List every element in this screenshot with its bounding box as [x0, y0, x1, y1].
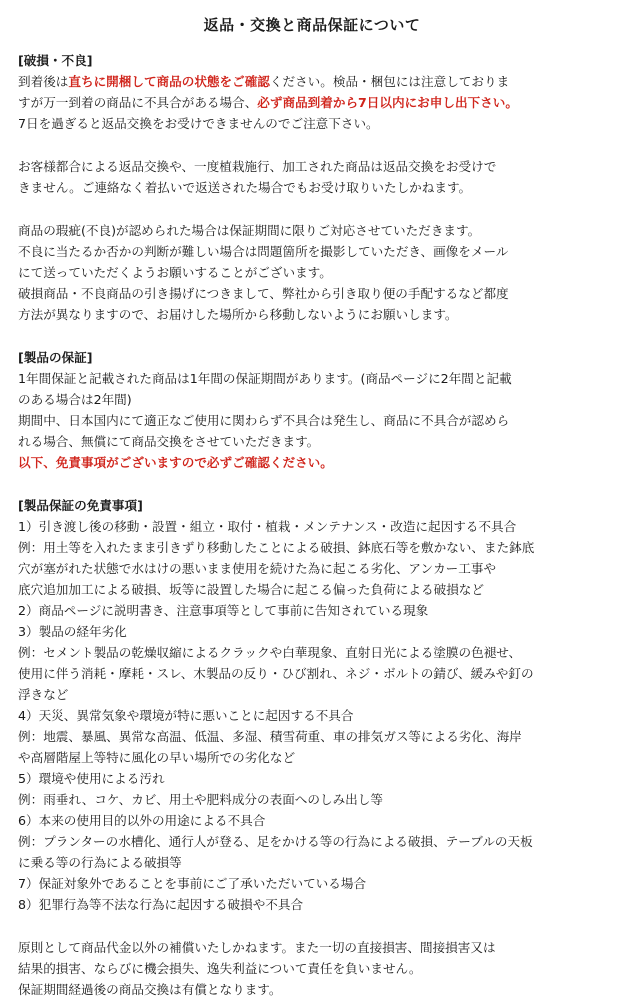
list-item: 例：雨垂れ、コケ、カビ、用土や肥料成分の表面へのしみ出し等: [18, 792, 383, 807]
section-heading-damage: [破損・不良]: [18, 53, 93, 68]
list-item: 2）商品ページに説明書き、注意事項等として事前に告知されている現象: [18, 603, 429, 618]
list-item: に乗る等の行為による破損等: [18, 855, 182, 870]
paragraph-line: 商品の瑕疵(不良)が認められた場合は保証期間に限りご対応させていただきます。: [18, 223, 481, 238]
paragraph-line: のある場合は2年間): [18, 392, 132, 407]
closing-line: 原則として商品代金以外の補償いたしかねます。また一切の直接損害、間接損害又は: [18, 940, 496, 955]
spacer: [18, 198, 610, 220]
paragraph-line: きません。ご連絡なく着払いで返送された場合でもお受け取りいたしかねます。: [18, 180, 472, 195]
section-heading-warranty: [製品の保証]: [18, 350, 93, 365]
spacer: [18, 473, 610, 495]
paragraph-line: [18, 71, 610, 92]
paragraph-line: 方法が異なりますので、お届けした場所から移動しないようにお願いします。: [18, 307, 458, 322]
spacer: [18, 915, 610, 937]
list-item: 6）本来の使用目的以外の用途による不具合: [18, 813, 266, 828]
list-item: 穴が塞がれた状態で水はけの悪いまま使用を続けた為に起こる劣化、アンカー工事や: [18, 561, 497, 576]
list-item: 例：セメント製品の乾燥収縮によるクラックや白華現象、直射日光による塗膜の色褪せ、: [18, 645, 522, 660]
list-item: 5）環境や使用による汚れ: [18, 771, 165, 786]
highlight-text: 必ず商品到着から7日以内にお申し出下さい。: [257, 95, 518, 110]
document-body: [18, 50, 610, 1000]
paragraph-line: 7日を過ぎると返品交換をお受けできませんのでご注意下さい。: [18, 116, 379, 131]
list-item: 浮きなど: [18, 687, 69, 702]
list-item: 使用に伴う消耗・摩耗・スレ、木製品の反り・ひび割れ、ネジ・ボルトの錆び、緩みや釘の: [18, 666, 534, 681]
paragraph-line: 1年間保証と記載された商品は1年間の保証期間があります。(商品ページに2年間と記載: [18, 371, 512, 386]
list-item: 4）天災、異常気象や環境が特に悪いことに起因する不具合: [18, 708, 354, 723]
list-item: 3）製品の経年劣化: [18, 624, 127, 639]
list-item: 7）保証対象外であることを事前にご了承いただいている場合: [18, 876, 367, 891]
list-item: や高層階屋上等特に風化の早い場所での劣化など: [18, 750, 296, 765]
list-item: 例：プランターの水槽化、通行人が登る、足をかける等の行為による破損、テーブルの天板: [18, 834, 533, 849]
spacer: [18, 325, 610, 347]
page-title: 返品・交換と商品保証について: [203, 16, 421, 34]
list-item: 底穴追加加工による破損、坂等に設置した場合に起こる偏った負荷による破損など: [18, 582, 484, 597]
paragraph-line: 破損商品・不良商品の引き揚げにつきまして、弊社から引き取り便の手配するなど都度: [18, 286, 509, 301]
paragraph-line: 不良に当たるか否かの判断が難しい場合は問題箇所を撮影していただき、画像をメール: [18, 244, 509, 259]
list-item: 例：地震、暴風、異常な高温、低温、多湿、積雪荷重、車の排気ガス等による劣化、海岸: [18, 729, 522, 744]
paragraph-line: 期間中、日本国内にて適正なご使用に関わらず不具合は発生し、商品に不具合が認めら: [18, 413, 510, 428]
spacer: [18, 134, 610, 156]
list-item: 1）引き渡し後の移動・設置・組立・取付・植栽・メンテナンス・改造に起因する不具合: [18, 519, 517, 534]
closing-line: 保証期間経過後の商品交換は有償となります。: [18, 982, 282, 997]
text-run: ください。検品・梱包には注意しておりま: [269, 74, 510, 89]
closing-line: 結果的損害、ならびに機会損失、逸失利益について責任を負いません。: [18, 961, 422, 976]
paragraph-line: にて送っていただくようお願いすることがございます。: [18, 265, 332, 280]
list-item: 例：用土等を入れたまま引きずり移動したことによる破損、鉢底石等を敷かない、また鉢底: [18, 540, 535, 555]
text-run: すが万一到着の商品に不具合がある場合、: [18, 95, 258, 110]
text-run: 到着後は: [18, 74, 69, 89]
notice-text: 以下、免責事項がございますので必ずご確認ください。: [18, 455, 333, 470]
paragraph-line: [18, 92, 610, 113]
section-heading-exemptions: [製品保証の免責事項]: [18, 498, 143, 513]
highlight-text: 直ちに開梱して商品の状態をご確認: [68, 74, 270, 89]
list-item: 8）犯罪行為等不法な行為に起因する破損や不具合: [18, 897, 304, 912]
paragraph-line: お客様都合による返品交換や、一度植栽施行、加工された商品は返品交換をお受けで: [18, 159, 497, 174]
paragraph-line: れる場合、無償にて商品交換をさせていただきます。: [18, 434, 320, 449]
